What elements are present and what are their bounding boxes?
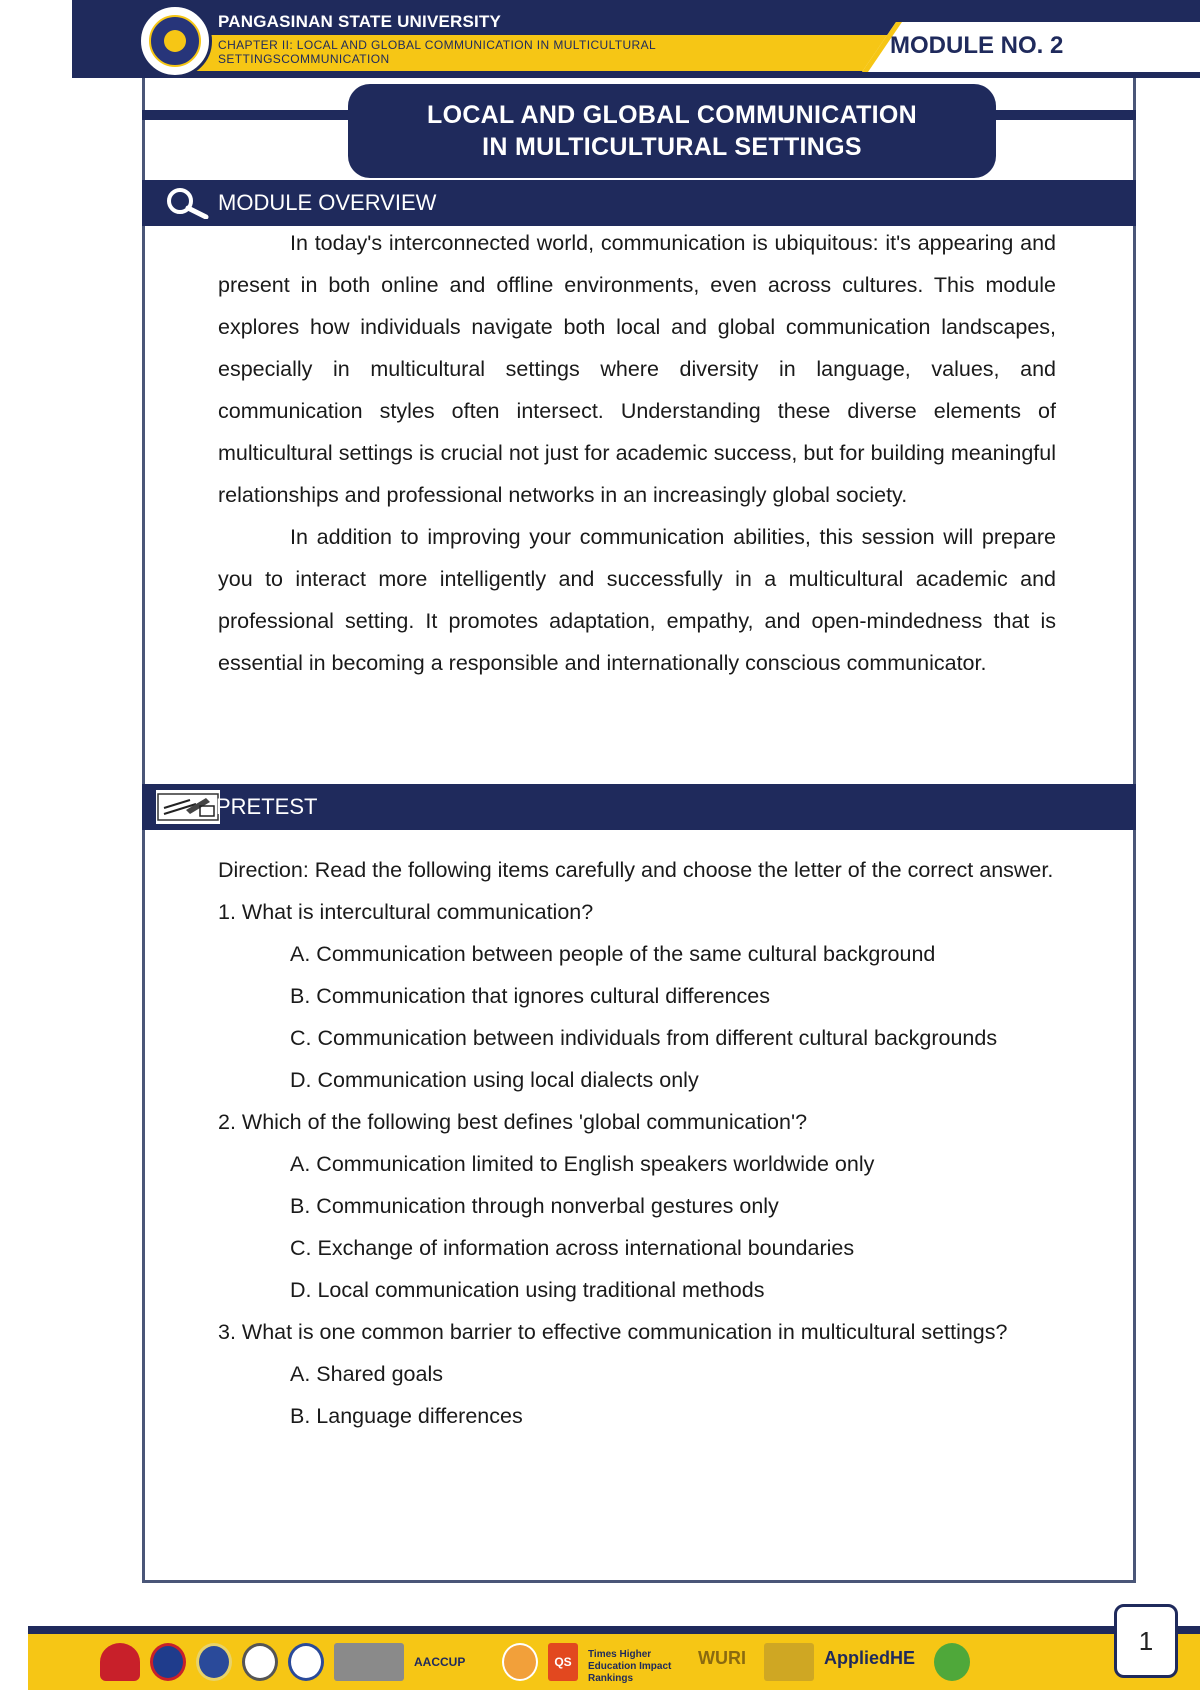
university-name: PANGASINAN STATE UNIVERSITY [218,12,502,31]
chapter-title: CHAPTER II: LOCAL AND GLOBAL COMMUNICATION IN MULTICULTURAL SETTINGSCOMMUNICATION [218,38,656,66]
aaccup-logo: AACCUP [414,1655,466,1669]
module-title-line-2: IN MULTICULTURAL SETTINGS [482,133,862,161]
wuri-logo: WURI [698,1648,746,1668]
bagong-pilipinas-logo [100,1643,140,1681]
pretest-heading: PRETEST [216,794,318,819]
pen-writing-icon [156,790,220,824]
wuri-ranking-text [764,1643,814,1681]
government-seal-logo [242,1643,278,1681]
module-number: MODULE NO. 2 [890,32,1064,59]
module-overview-body [218,222,1056,684]
answer-option: C. Exchange of information across international boundaries [290,1236,855,1260]
overview-paragraph: In today's interconnected world, communication is ubiquitous: it's appearing and present in both online and offline environments, even across cultures. This module explores how individuals navigate both local and global communication landscapes, especially in multicultural settings where diversity in language, values, and communication styles often intersect. Understanding these diverse elements of multicultural settings is crucial not just for academic success, but for building meaningful relationships and professional networks in an increasingly global society. [218,231,1056,507]
qs-logo: QS [548,1643,578,1681]
answer-option: B. Communication through nonverbal gestures only [290,1194,779,1218]
answer-option: A. Shared goals [290,1362,443,1386]
pretest-body [218,849,1056,1437]
module-overview-heading-bar [142,180,1136,226]
times-higher-education-logo: Times Higher Education Impact Rankings [588,1649,672,1684]
module-title [348,84,996,178]
answer-option: C. Communication between individuals from different cultural backgrounds [290,1026,998,1050]
answer-option: D. Local communication using traditional methods [290,1278,765,1302]
question: 1. What is intercultural communication? [218,900,594,924]
module-overview-heading: MODULE OVERVIEW [218,190,437,215]
answer-option: B. Language differences [290,1404,523,1428]
seal-badge-logo [502,1643,538,1681]
overview-paragraph: In addition to improving your communication abilities, this session will prepare you to interact more intelligently and successfully in a multicultural academic and professional setting. It promotes adaptation, empathy, and open-mindedness that is essential in becoming a responsible and internationally conscious communicator. [218,525,1056,675]
answer-option: D. Communication using local dialects only [290,1068,699,1092]
university-seal-logo [138,4,212,78]
ched-seal-logo [196,1643,232,1681]
iso-logo [288,1643,324,1681]
module-title-line-1: LOCAL AND GLOBAL COMMUNICATION [427,101,917,129]
appliedhe-logo: AppliedHE [824,1648,916,1668]
question: 2. Which of the following best defines 'global communication'? [218,1110,808,1134]
answer-option: A. Communication between people of the same cultural background [290,942,936,966]
national-academy-logo [334,1643,404,1681]
green-metric-logo [934,1643,970,1681]
answer-option: B. Communication that ignores cultural differences [290,984,771,1008]
page-number: 1 [1114,1604,1178,1678]
answer-option: A. Communication limited to English speakers worldwide only [290,1152,875,1176]
pretest-direction: Direction: Read the following items carefully and choose the letter of the correct answer. [218,858,1054,882]
accreditation-logos [100,1638,970,1686]
footer-rule [28,1626,1200,1634]
magnifier-icon [160,187,212,219]
pretest-heading-bar [142,784,1136,830]
question: 3. What is one common barrier to effective communication in multicultural settings? [218,1320,1008,1344]
asean-logo [150,1643,186,1681]
